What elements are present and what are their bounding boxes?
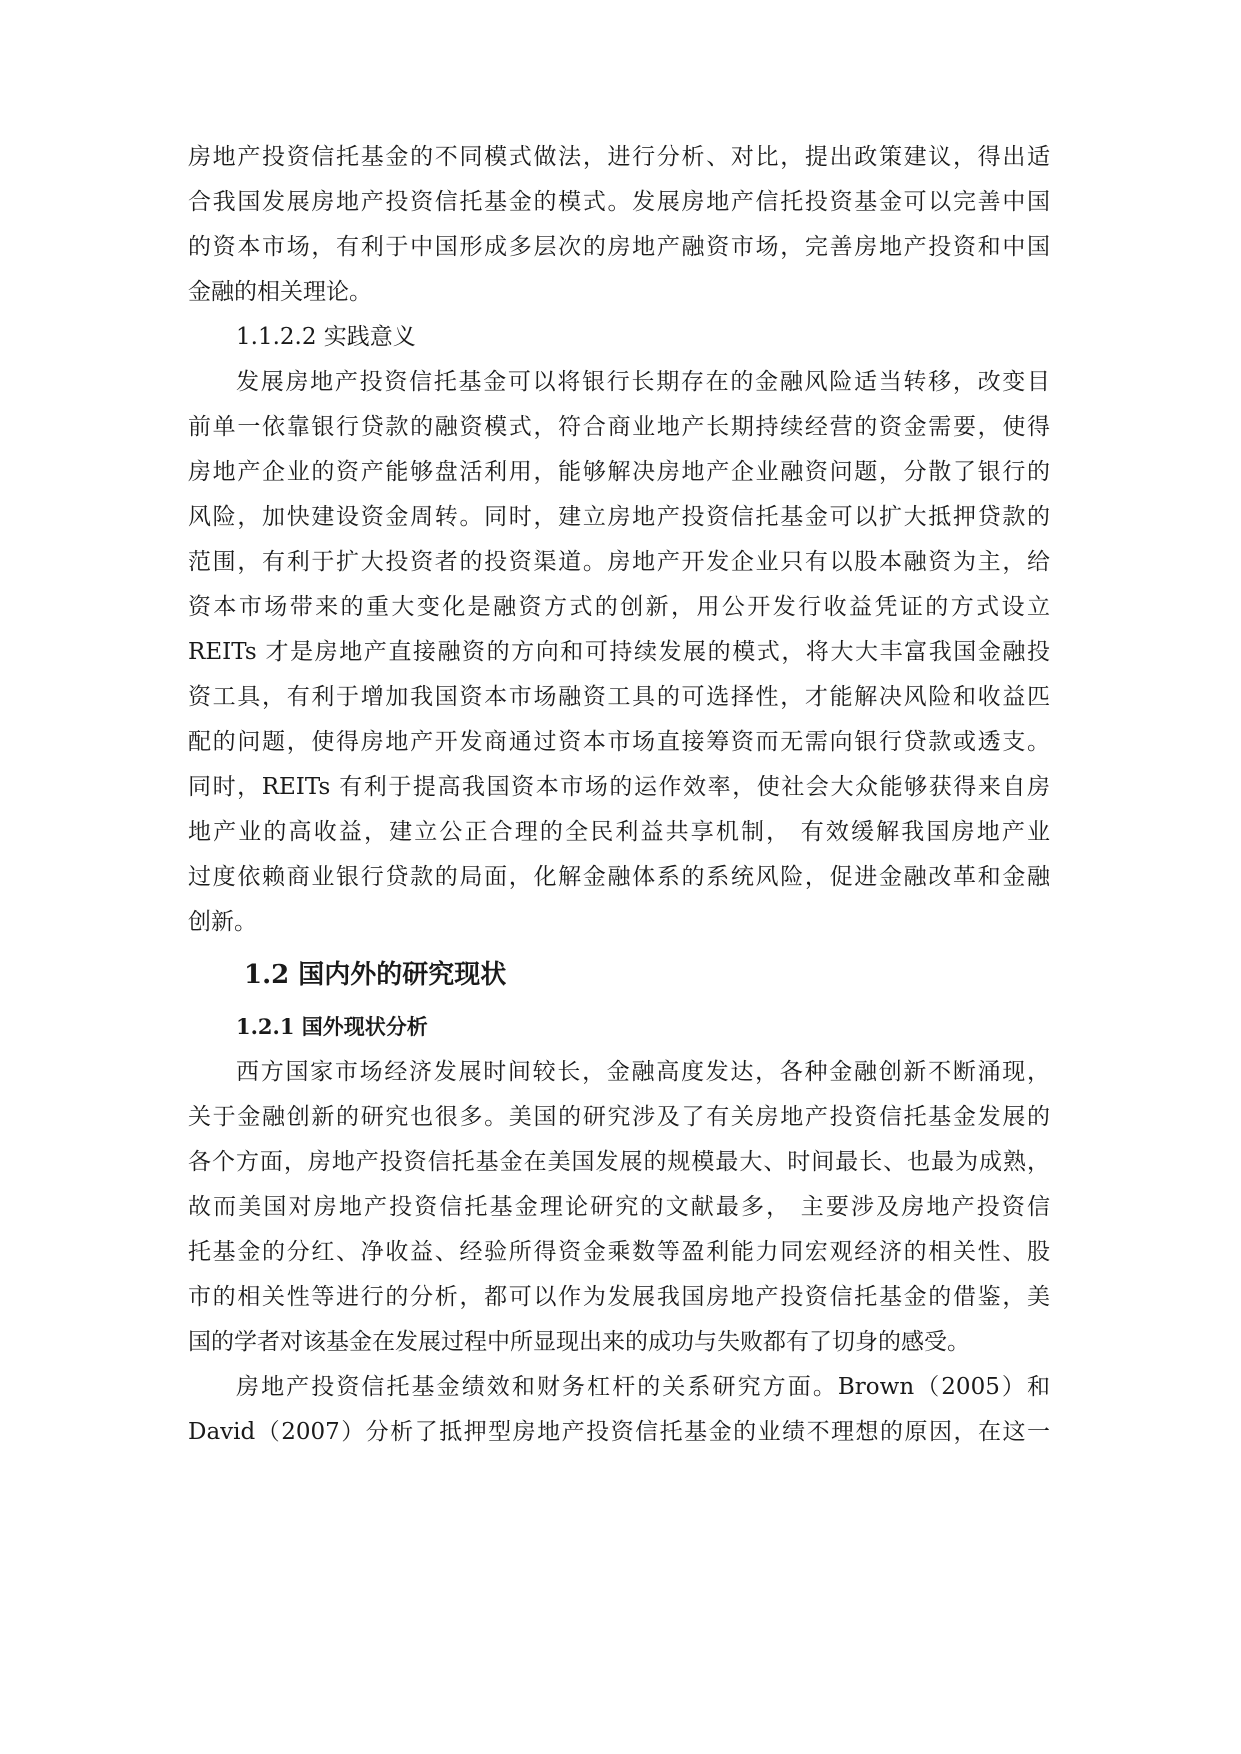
paragraph-line: 各个方面，房地产投资信托基金在美国发展的规模最大、时间最长、也最为成熟，: [188, 1149, 1050, 1175]
paragraph-line: 的资本市场，有利于中国形成多层次的房地产融资市场，完善房地产投资和中国: [188, 234, 1050, 260]
paragraph-line: 地产业的高收益，建立公正合理的全民利益共享机制， 有效缓解我国房地产业: [188, 819, 1050, 845]
paragraph-line: 合我国发展房地产投资信托基金的模式。发展房地产信托投资基金可以完善中国: [188, 189, 1050, 215]
section-heading: 1.2 国内外的研究现状: [244, 960, 507, 990]
paragraph-line: 房地产投资信托基金绩效和财务杠杆的关系研究方面。Brown（2005）和: [236, 1374, 1050, 1400]
paragraph-line: 关于金融创新的研究也很多。美国的研究涉及了有关房地产投资信托基金发展的: [188, 1104, 1050, 1130]
paragraph-line: 资本市场带来的重大变化是融资方式的创新，用公开发行收益凭证的方式设立: [188, 594, 1050, 620]
subsection-heading: 1.2.1 国外现状分析: [236, 1014, 428, 1039]
paragraph-line: 配的问题，使得房地产开发商通过资本市场直接筹资而无需向银行贷款或透支。: [188, 729, 1050, 755]
paragraph-line: 房地产企业的资产能够盘活利用，能够解决房地产企业融资问题，分散了银行的: [188, 459, 1050, 485]
paragraph-line: 创新。: [188, 909, 257, 935]
paragraph-line: REITs 才是房地产直接融资的方向和可持续发展的模式，将大大丰富我国金融投: [188, 639, 1050, 665]
paragraph-line: 风险，加快建设资金周转。同时，建立房地产投资信托基金可以扩大抵押贷款的: [188, 504, 1050, 530]
paragraph-line: 过度依赖商业银行贷款的局面，化解金融体系的系统风险，促进金融改革和金融: [188, 864, 1050, 890]
subsection-heading: 1.1.2.2 实践意义: [236, 324, 416, 350]
paragraph-line: 国的学者对该基金在发展过程中所显现出来的成功与失败都有了切身的感受。: [188, 1329, 970, 1355]
paragraph-line: 资工具，有利于增加我国资本市场融资工具的可选择性，才能解决风险和收益匹: [188, 684, 1050, 710]
paragraph-line: 同时，REITs 有利于提高我国资本市场的运作效率，使社会大众能够获得来自房: [188, 774, 1050, 800]
paragraph-line: 范围，有利于扩大投资者的投资渠道。房地产开发企业只有以股本融资为主，给: [188, 549, 1050, 575]
paragraph-line: 市的相关性等进行的分析，都可以作为发展我国房地产投资信托基金的借鉴，美: [188, 1284, 1050, 1310]
paragraph-line: 前单一依靠银行贷款的融资模式，符合商业地产长期持续经营的资金需要，使得: [188, 414, 1050, 440]
paragraph-line: 房地产投资信托基金的不同模式做法，进行分析、对比，提出政策建议，得出适: [188, 144, 1050, 170]
paragraph-line: 故而美国对房地产投资信托基金理论研究的文献最多， 主要涉及房地产投资信: [188, 1194, 1050, 1220]
paragraph-line: David（2007）分析了抵押型房地产投资信托基金的业绩不理想的原因，在这一: [188, 1419, 1050, 1445]
paragraph-line: 金融的相关理论。: [188, 279, 372, 305]
paragraph-line: 托基金的分红、净收益、经验所得资金乘数等盈利能力同宏观经济的相关性、股: [188, 1239, 1050, 1265]
paragraph-line: 西方国家市场经济发展时间较长，金融高度发达，各种金融创新不断涌现，: [236, 1059, 1050, 1085]
paragraph-line: 发展房地产投资信托基金可以将银行长期存在的金融风险适当转移，改变目: [236, 369, 1050, 395]
